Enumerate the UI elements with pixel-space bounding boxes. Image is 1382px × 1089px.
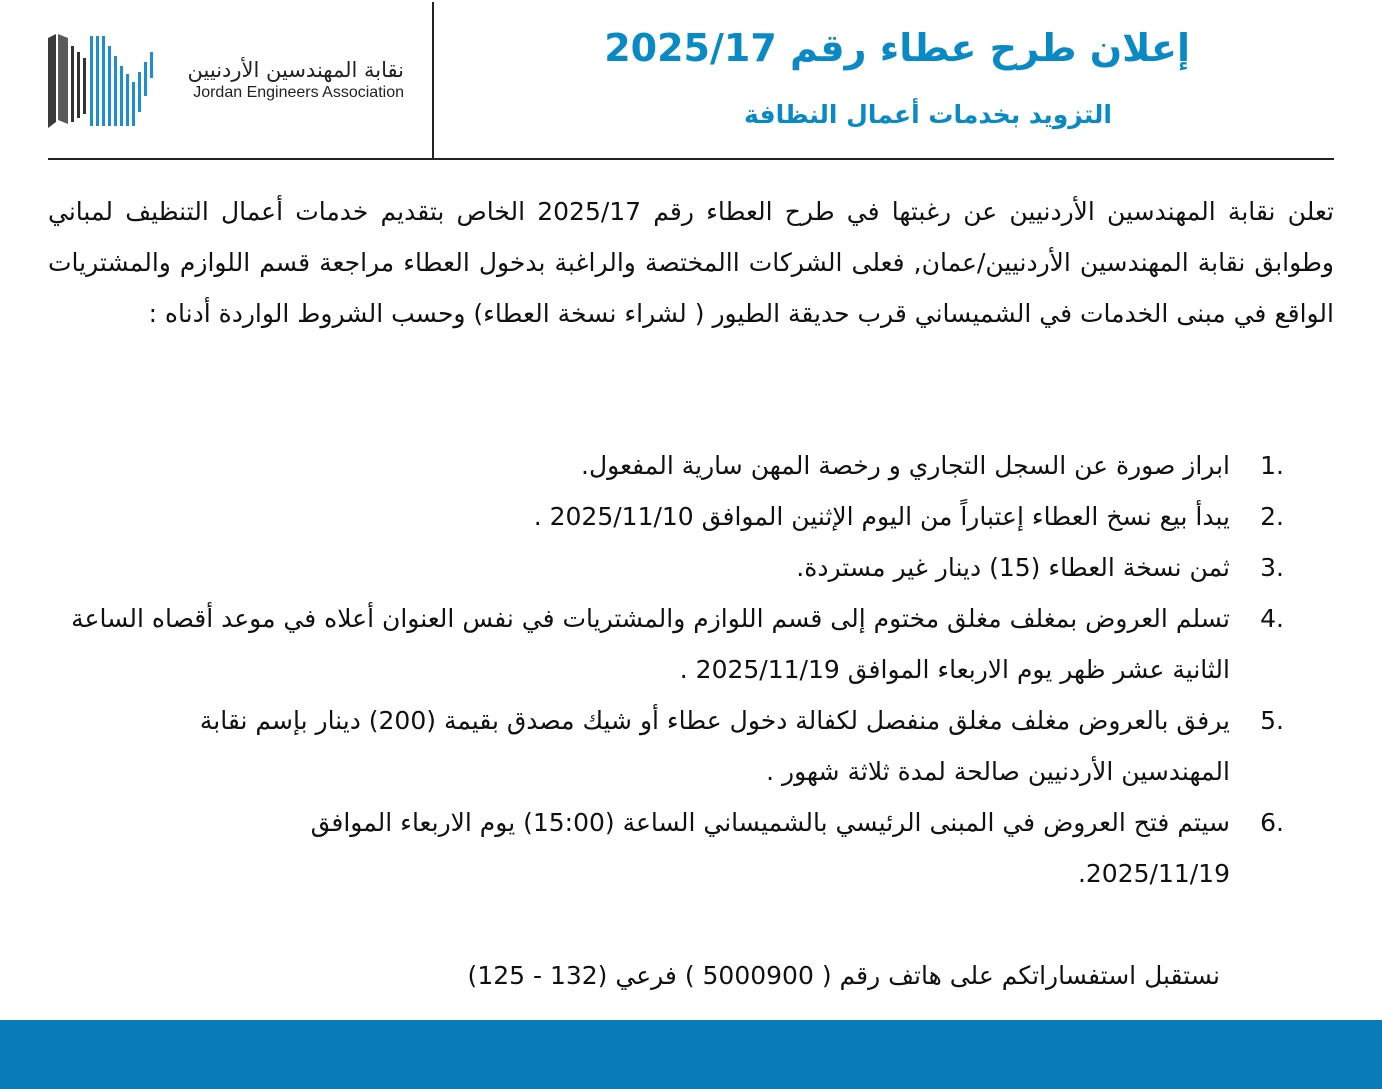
announcement-title: إعلان طرح عطاء رقم 2025/17: [604, 26, 1190, 70]
condition-text: ثمن نسخة العطاء (15) دينار غير مستردة.: [796, 553, 1230, 582]
condition-item: [154, 491, 1334, 542]
condition-text: يبدأ بيع نسخ العطاء إعتباراً من اليوم الإثنين الموافق 2025/11/10 .: [533, 502, 1230, 531]
condition-number: 1.: [1260, 451, 1284, 480]
header: [0, 0, 1382, 160]
condition-text: ابراز صورة عن السجل التجاري و رخصة المهن سارية المفعول.: [581, 451, 1230, 480]
condition-text: سيتم فتح العروض في المبنى الرئيسي بالشميساني الساعة (15:00) يوم الاربعاء الموافق 2025/11/19.: [310, 808, 1230, 888]
org-name-arabic: نقابة المهندسين الأردنيين: [187, 58, 404, 82]
condition-item: [154, 695, 1334, 797]
contact-line: نستقبل استفساراتكم على هاتف رقم ( 5000900 ) فرعي (132 - 125): [467, 961, 1220, 990]
condition-number: 6.: [1260, 808, 1284, 837]
conditions-list: [71, 440, 1334, 899]
condition-item: [154, 542, 1334, 593]
footer-bar: [0, 1020, 1382, 1089]
condition-item: [71, 593, 1334, 695]
header-horizontal-divider: [48, 158, 1334, 160]
condition-item: [154, 440, 1334, 491]
condition-text: يرفق بالعروض مغلف مغلق منفصل لكفالة دخول عطاء أو شيك مصدق بقيمة (200) دينار بإسم نقابة المهندسين الأردنيين صالحة لمدة ثلاثة شهور .: [199, 706, 1230, 786]
intro-paragraph: تعلن نقابة المهندسين الأردنيين عن رغبتها في طرح العطاء رقم 2025/17 الخاص بتقديم خدمات أعمال التنظيف لمباني وطوابق نقابة المهندسين الأردنيين/عمان, فعلى الشركات االمختصة والراغبة بدخول العطاء مراجعة قسم اللوازم والمشتريات الواقع في مبنى الخدمات في الشميساني قرب حديقة الطيور ( لشراء نسخة العطاء) وحسب الشروط الواردة أدناه :: [48, 197, 1334, 328]
jea-logo-mark-icon: [46, 32, 156, 130]
condition-number: 5.: [1260, 706, 1284, 735]
condition-number: 3.: [1260, 553, 1284, 582]
organization-logo: [46, 32, 406, 132]
condition-number: 4.: [1260, 604, 1284, 633]
condition-number: 2.: [1260, 502, 1284, 531]
condition-text: تسلم العروض بمغلف مغلق مختوم إلى قسم اللوازم والمشتريات في نفس العنوان أعلاه في موعد أقصاه الساعة الثانية عشر ظهر يوم الاربعاء الموافق 2025/11/19 .: [71, 604, 1230, 684]
condition-item: [154, 797, 1334, 899]
org-name-english: Jordan Engineers Association: [193, 84, 404, 101]
announcement-subtitle: التزويد بخدمات أعمال النظافة: [744, 100, 1112, 129]
header-vertical-divider: [432, 2, 434, 159]
